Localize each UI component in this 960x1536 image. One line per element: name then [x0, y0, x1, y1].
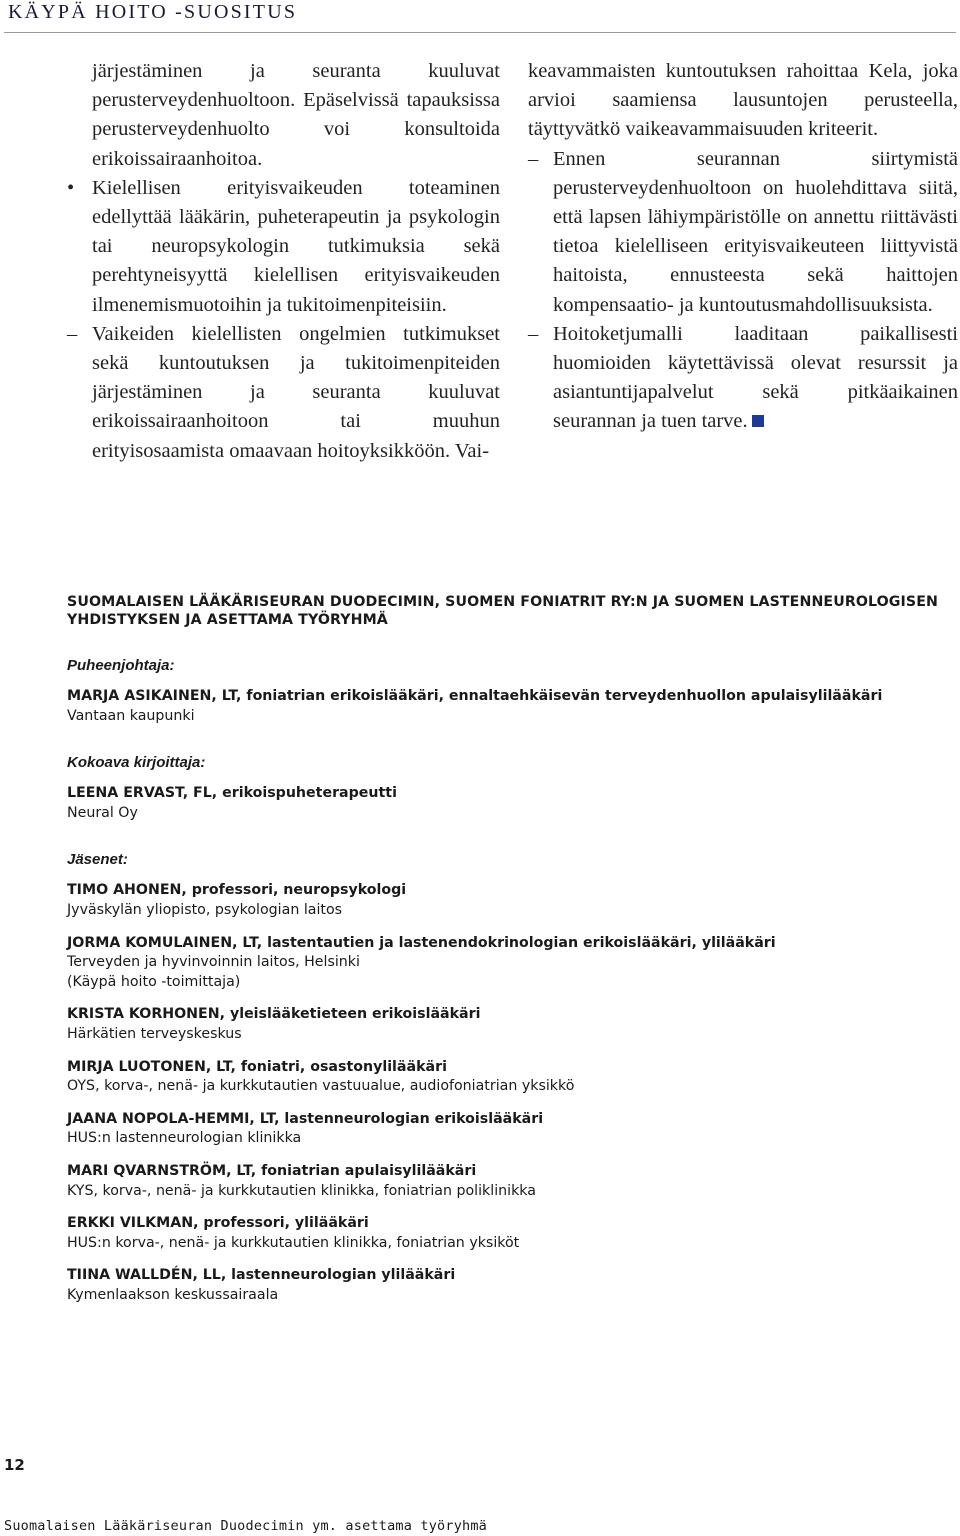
right-column — [528, 57, 958, 437]
bullet-marker: • — [67, 176, 75, 199]
member-entry — [67, 1005, 947, 1044]
person-name: TIMO AHONEN, professori, neuropsykologi — [67, 882, 407, 899]
person-affiliation: Jyväskylän yliopisto, psykologian laitos — [67, 901, 343, 918]
writer-entry — [67, 784, 947, 823]
member-entry — [67, 1266, 947, 1305]
person-name: KRISTA KORHONEN, yleislääketieteen erikoislääkäri — [67, 1006, 481, 1023]
left-column — [67, 57, 500, 466]
person-affiliation: Härkätien terveyskeskus — [67, 1025, 242, 1042]
working-group-heading: SUOMALAISEN LÄÄKÄRISEURAN DUODECIMIN, SUOMEN FONIATRIT RY:N JA SUOMEN LASTENNEUROLOGISEN YHDISTYKSEN JA ASETTAMA TYÖRYHMÄ — [67, 594, 939, 628]
chair-entry — [67, 687, 947, 726]
member-entry — [67, 1162, 947, 1201]
person-name: TIINA WALLDÉN, LL, lastenneurologian ylilääkäri — [67, 1267, 456, 1284]
dash-marker: – — [67, 322, 78, 345]
dash-marker: – — [528, 147, 539, 170]
person-name: JAANA NOPOLA-HEMMI, LT, lastenneurologian erikoislääkäri — [67, 1110, 544, 1127]
person-name: LEENA ERVAST, FL, erikoispuheterapeutti — [67, 785, 397, 802]
working-group-section — [67, 593, 947, 1305]
person-name: ERKKI VILKMAN, professori, ylilääkäri — [67, 1215, 369, 1232]
person-affiliation: Terveyden ja hyvinvoinnin laitos, Helsinki — [67, 954, 360, 971]
person-affiliation: HUS:n lastenneurologian klinikka — [67, 1130, 302, 1147]
left-item-text: Kielellisen erityisvaikeuden toteaminen edellyttää lääkärin, puheterapeutin ja psykologin tai neuropsykologin tutkimuksia sekä perehtyneisyyttä kielellisen erityisvaikeuden ilmenemismuotoihin ja tukitoimenpiteisiin. — [92, 176, 500, 316]
member-entry — [67, 1214, 947, 1253]
person-name: JORMA KOMULAINEN, LT, lastentautien ja lastenendokrinologian erikoislääkäri, ylilääkäri — [67, 934, 776, 951]
dash-marker: – — [528, 322, 539, 345]
members-label: Jäsenet: — [67, 851, 128, 869]
person-affiliation: Kymenlaakson keskussairaala — [67, 1286, 279, 1303]
person-affiliation: KYS, korva-, nenä- ja kurkkutautien klinikka, foniatrian poliklinikka — [67, 1182, 536, 1199]
right-item — [528, 320, 958, 437]
right-item-text: Hoitoketjumalli laaditaan paikallisesti huomioiden käytettävissä olevat resurssit ja asiantuntijapalvelut sekä pitkäaikainen seurannan ja tuen tarve. — [553, 322, 958, 433]
right-item-text: Ennen seurannan siirtymistä perusterveydenhuoltoon on huolehdittava siitä, että lapsen lähiympäristölle on annettu riittävästi tietoa kielelliseen erityisvaikeuteen liittyvistä haitoista, ennusteesta sekä haittojen kompensaatio- ja kuntoutusmahdollisuuksista. — [553, 147, 958, 316]
person-name: MARJA ASIKAINEN, LT, foniatrian erikoislääkäri, ennaltaehkäisevän terveydenhuollon apulaisylilääkäri — [67, 688, 883, 704]
header-title: KÄYPÄ HOITO -SUOSITUS — [8, 1, 298, 23]
left-item-text: Vaikeiden kielellisten ongelmien tutkimukset sekä kuntoutuksen ja tukitoimenpiteiden järjestäminen ja seuranta kuuluvat erikoissairaanhoitoon tai muuhun erityisosaamista omaavaan hoitoyksikköön. Vai- — [92, 322, 500, 462]
member-entry — [67, 881, 947, 920]
left-continuation-paragraph: järjestäminen ja seuranta kuuluvat perusterveydenhuoltoon. Epäselvissä tapauksissa perusterveydenhuolto voi konsultoida erikoissairaanhoitoa. — [92, 60, 500, 170]
left-item — [67, 174, 500, 320]
chair-label: Puheenjohtaja: — [67, 657, 175, 674]
left-item — [67, 320, 500, 466]
page-number: 12 — [4, 1456, 25, 1474]
person-affiliation: HUS:n korva-, nenä- ja kurkkutautien klinikka, foniatrian yksiköt — [67, 1234, 520, 1251]
member-entry — [67, 1110, 947, 1149]
person-note: (Käypä hoito -toimittaja) — [67, 973, 241, 990]
person-affiliation: Vantaan kaupunki — [67, 707, 195, 724]
person-name: MIRJA LUOTONEN, LT, foniatri, osastonylilääkäri — [67, 1058, 447, 1075]
right-continuation-paragraph: keavammaisten kuntoutuksen rahoittaa Kela, joka arvioi saamiensa lausuntojen perusteella, täyttyvätkö vaikeavammaisuuden kriteerit. — [528, 60, 958, 141]
writer-label: Kokoava kirjoittaja: — [67, 754, 206, 772]
page-header — [4, 0, 956, 33]
person-name: MARI QVARNSTRÖM, LT, foniatrian apulaisylilääkäri — [67, 1162, 477, 1179]
end-square-icon — [752, 415, 764, 427]
right-item — [528, 145, 958, 320]
person-affiliation: OYS, korva-, nenä- ja kurkkutautien vastuualue, audiofoniatrian yksikkö — [67, 1078, 575, 1095]
member-entry — [67, 934, 947, 993]
page-footer: Suomalaisen Lääkäriseuran Duodecimin ym. asettama työryhmä — [4, 1518, 488, 1534]
person-affiliation: Neural Oy — [67, 804, 138, 821]
member-entry — [67, 1058, 947, 1097]
